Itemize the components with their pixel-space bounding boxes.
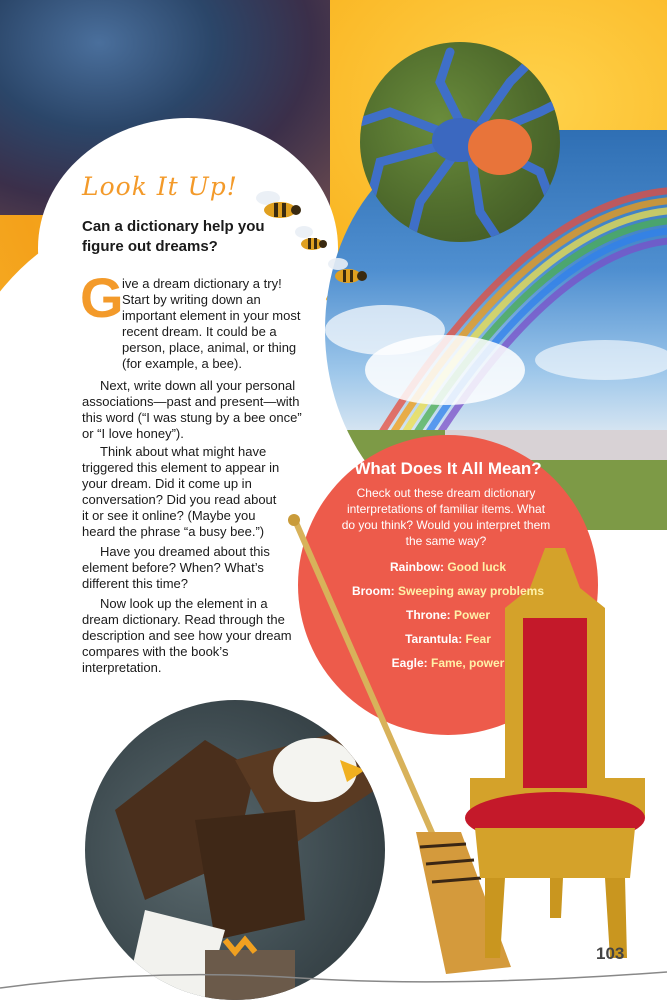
tarantula-photo xyxy=(360,42,560,242)
page-number: 103 xyxy=(596,944,625,963)
paragraph-1-text: ive a dream dictionary a try! Start by writing down an important element in your most recent dream. It could be a person, place, animal, or thing (for example, a bee). xyxy=(122,276,301,371)
definition-term: Broom: xyxy=(351,584,395,598)
paragraph-4: Have you dreamed about this element before? When? What’s different this time? xyxy=(82,544,270,591)
meaning-intro: Check out these dream dictionary interpretations of familiar items. What do you think? Would you interpret them the same way? xyxy=(341,486,551,548)
definition-term: Throne: xyxy=(405,608,451,622)
definition-meaning: Fame, power xyxy=(431,656,505,670)
definition-meaning: Good luck xyxy=(447,560,506,574)
dropcap-letter: G xyxy=(80,266,124,329)
definition-eagle xyxy=(300,656,596,670)
definition-throne xyxy=(300,608,596,622)
tarantula-graphic xyxy=(360,42,560,242)
definition-term: Tarantula: xyxy=(405,632,463,646)
section-heading: Look It Up! xyxy=(82,172,238,201)
bee-icon xyxy=(322,254,372,290)
question-heading: Can a dictionary help you figure out dreams? xyxy=(82,218,265,255)
paragraph-1-start xyxy=(122,276,312,372)
definition-term: Eagle: xyxy=(391,656,428,670)
definition-term: Rainbow: xyxy=(389,560,444,574)
meaning-title: What Does It All Mean? xyxy=(354,459,542,478)
definition-meaning: Sweeping away problems xyxy=(397,584,545,598)
paragraph-2: Next, write down all your personal associations—past and present—with this word (“I was stung by a bee once” or “I love honey”). xyxy=(82,378,302,441)
definition-broom xyxy=(300,584,596,598)
divider-line xyxy=(0,960,667,1000)
definition-rainbow xyxy=(300,560,596,574)
paragraph-5: Now look up the element in a dream dictionary. Read through the description and see how your dream compares with the book’s interpretation. xyxy=(82,596,292,675)
paragraph-3: Think about what might have triggered this element to appear in your dream. Did it come up in conversation? Did you read about it or see it online? (Maybe you heard the phrase “a busy bee.”) xyxy=(82,444,280,539)
bee-icon xyxy=(290,222,330,258)
definition-meaning: Fear xyxy=(465,632,491,646)
definition-tarantula xyxy=(300,632,596,646)
definition-meaning: Power xyxy=(454,608,491,622)
